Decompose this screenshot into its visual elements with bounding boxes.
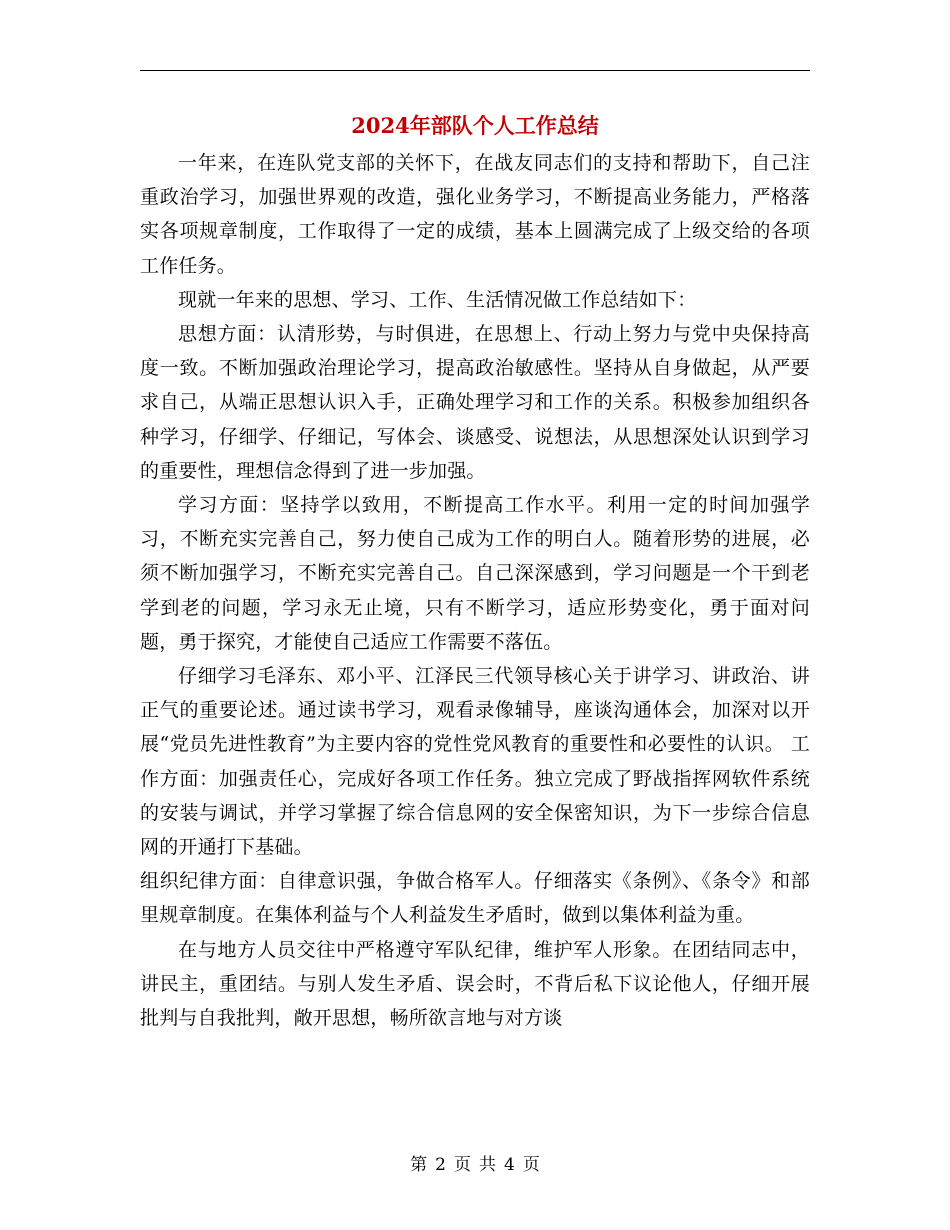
paragraph-theory-work: 仔细学习毛泽东、邓小平、江泽民三代领导核心关于讲学习、讲政治、讲正气的重要论述。通过读书学习，观看录像辅导，座谈沟通体会，加深对以开展“党员先进性教育”为主要内容的党性党风教育的重要性和必要性的认识。 工作方面：加强责任心，完成好各项工作任务。独立完成了野战指挥网软件系统的安装与调试，并学习掌握了综合信息网的安全保密知识，为下一步综合信息网的开通打下基础。 <box>140 665 810 859</box>
document-body <box>140 146 810 1035</box>
footer-current-page: 2 <box>435 1155 446 1175</box>
paragraph-intro: 一年来，在连队党支部的关怀下，在战友同志们的支持和帮助下，自己注重政治学习，加强世界观的改造，强化业务学习，不断提高业务能力，严格落实各项规章制度，工作取得了一定的成绩，基本上圆满完成了上级交给的各项工作任务。 <box>140 152 810 277</box>
header-rule <box>140 70 810 71</box>
footer-total-unit: 页 <box>522 1155 540 1175</box>
footer-total-prefix: 共 <box>479 1155 496 1175</box>
document-title: 2024年部队个人工作总结 <box>351 113 599 138</box>
paragraph-study: 学习方面：坚持学以致用，不断提高工作水平。利用一定的时间加强学习，不断充实完善自己，努力使自己成为工作的明白人。随着形势的进展，必须不断加强学习，不断充实完善自己。自己深深感到，学习问题是一个干到老学到老的问题，学习永无止境，只有不断学习，适应形势变化，勇于面对问题，勇于探究，才能使自己适应工作需要不落伍。 <box>140 494 810 653</box>
footer-page-prefix: 第 <box>410 1155 428 1175</box>
footer-total-pages: 4 <box>504 1155 515 1175</box>
paragraph-conduct: 在与地方人员交往中严格遵守军队纪律，维护军人形象。在团结同志中，讲民主，重团结。与别人发生矛盾、误会时，不背后私下议论他人，仔细开展批判与自我批判，敞开思想，畅所欲言地与对方谈 <box>140 938 810 1030</box>
paragraph-discipline: 组织纪律方面：自律意识强，争做合格军人。仔细落实《条例》、《条令》和部里规章制度。在集体利益与个人利益发生矛盾时，做到以集体利益为重。 <box>140 870 810 927</box>
paragraph-thought: 思想方面：认清形势，与时俱进，在思想上、行动上努力与党中央保持高度一致。不断加强政治理论学习，提高政治敏感性。坚持从自身做起，从严要求自己，从端正思想认识入手，正确处理学习和工作的关系。积极参加组织各种学习，仔细学、仔细记，写体会、谈感受、说想法，从思想深处认识到学习的重要性，理想信念得到了进一步加强。 <box>140 323 810 482</box>
paragraph-summary-lead: 现就一年来的思想、学习、工作、生活情况做工作总结如下： <box>178 288 697 311</box>
page-footer <box>140 1153 810 1177</box>
footer-page-unit: 页 <box>454 1155 471 1175</box>
